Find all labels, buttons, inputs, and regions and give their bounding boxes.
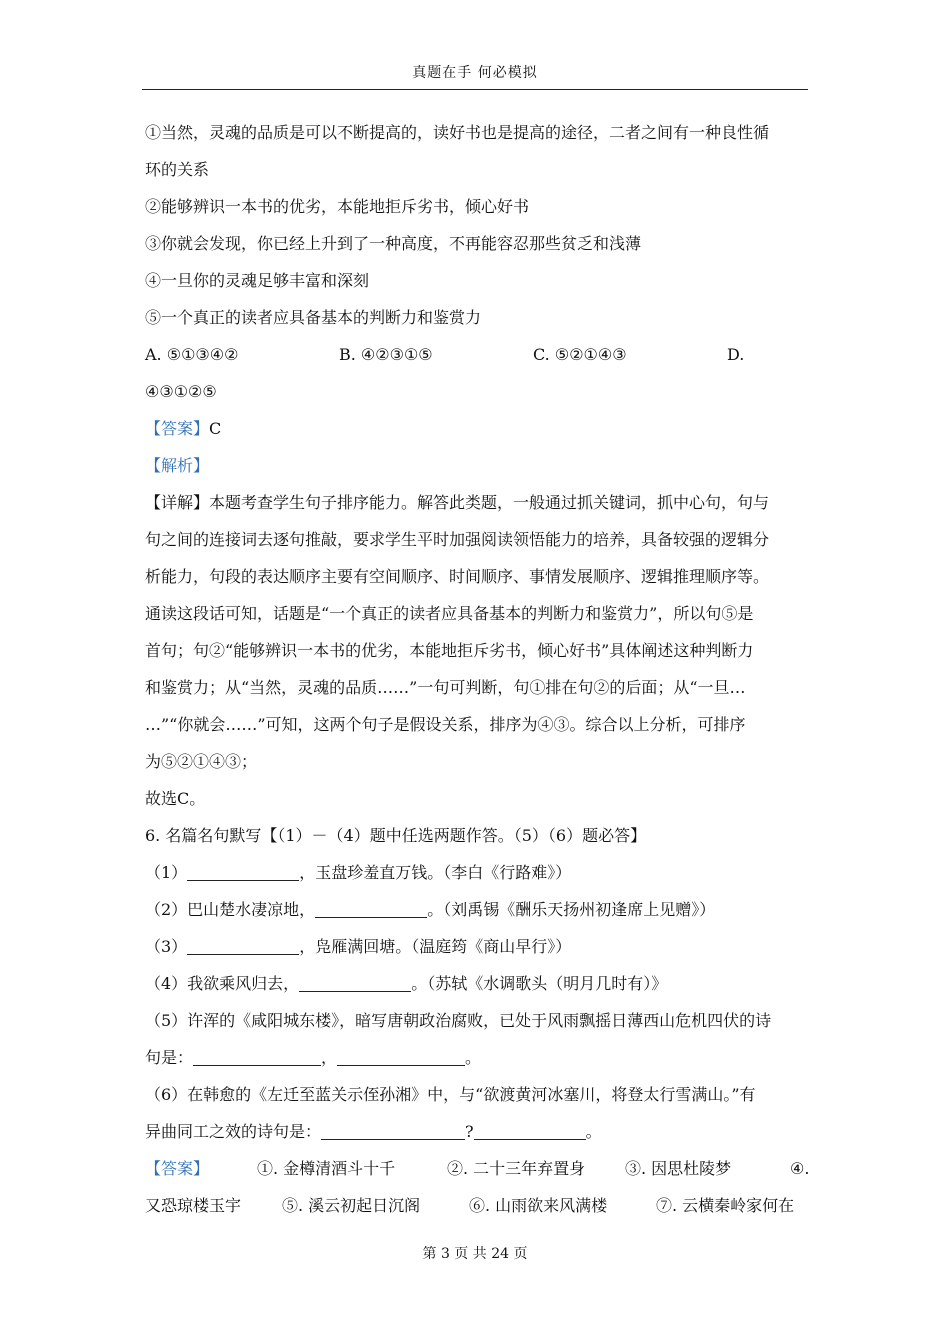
detail-line-2: 句之间的连接词去逐句推敲，要求学生平时加强阅读领悟能力的培养，具备较强的逻辑分 (145, 530, 770, 549)
analysis-tag: 【解析】 (145, 456, 210, 475)
answer-6-line-2 (145, 1191, 810, 1228)
blank (321, 1121, 465, 1140)
q6-item-3-num: （3） (145, 937, 188, 956)
page-header: 真题在手 何必模拟 (412, 65, 538, 81)
answer-item-5: ⑤. 溪云初起日沉阁 (282, 1196, 421, 1215)
blank (193, 1047, 321, 1066)
sentence-1: ①当然，灵魂的品质是可以不断提高的，读好书也是提高的途径，二者之间有一种良性循 (145, 123, 770, 142)
answer-item-4: 又恐琼楼玉宇 (145, 1196, 242, 1215)
option-b: B. ④②③①⑤ (339, 345, 433, 364)
detail-tag: 【详解】 (145, 493, 210, 512)
answer-item-7: ⑦. 云横秦岭家何在 (656, 1196, 795, 1215)
blank (187, 862, 299, 881)
answer-item-2: ②. 二十三年弃置身 (447, 1159, 586, 1178)
q6-item-4 (145, 969, 810, 1006)
blank (187, 936, 299, 955)
sentence-2: ②能够辨识一本书的优劣，本能地拒斥劣书，倾心好书 (145, 197, 530, 216)
document-body (145, 118, 810, 1228)
answer-item-1: ①. 金樽清酒斗十千 (257, 1159, 396, 1178)
detail-line-3: 析能力，句段的表达顺序主要有空间顺序、时间顺序、事情发展顺序、逻辑推理顺序等。 (145, 567, 770, 586)
option-c: C. ⑤②①④③ (533, 345, 627, 364)
q6-item-2-source: 。（刘禹锡《酬乐天扬州初逢席上见赠》） (427, 900, 716, 919)
q6-item-5-label: 句是： (145, 1048, 194, 1067)
q6-item-1-num: （1） (145, 863, 188, 882)
blank (474, 1121, 586, 1140)
header-divider (142, 89, 808, 90)
q6-item-2-text: （2）巴山楚水凄凉地， (145, 900, 316, 919)
sentence-5: ⑤一个真正的读者应具备基本的判断力和鉴赏力 (145, 308, 482, 327)
answer-tag: 【答案】 (145, 419, 210, 438)
detail-line-4: 通读这段话可知，话题是“一个真正的读者应具备基本的判断力和鉴赏力”，所以句⑤是 (145, 604, 754, 623)
answer-item-6: ⑥. 山雨欲来风满楼 (469, 1196, 608, 1215)
terminator: 。 (465, 1048, 482, 1067)
q6-item-5: （5）许浑的《咸阳城东楼》，暗写唐朝政治腐败，已处于风雨飘摇日薄西山危机四伏的诗 (145, 1011, 772, 1030)
detail-line-1 (145, 488, 810, 525)
answer-item-4-num: ④. (790, 1159, 810, 1178)
q6-item-2 (145, 895, 810, 932)
detail-line-6: 和鉴赏力；从“当然，灵魂的品质……”一句可判断，句①排在句②的后面；从“一旦… (145, 678, 746, 697)
q6-item-1-text: ，玉盘珍羞直万钱。（李白《行路难》） (299, 863, 572, 882)
answer-5 (145, 414, 810, 451)
q6-item-3 (145, 932, 810, 969)
sentence-4: ④一旦你的灵魂足够丰富和深刻 (145, 271, 370, 290)
question-6-title: 6. 名篇名句默写【（1）－（4）题中任选两题作答。（5）（6）题必答】 (145, 826, 647, 845)
answer-tag: 【答案】 (145, 1159, 210, 1178)
separator: ? (465, 1122, 474, 1141)
choice-row (145, 340, 810, 377)
detail-text-1: 本题考查学生句子排序能力。解答此类题，一般通过抓关键词，抓中心句，句与 (209, 493, 770, 512)
detail-line-7: …”“你就会……”可知，这两个句子是假设关系，排序为④③。综合以上分析，可排序 (145, 715, 746, 734)
option-a: A. ⑤①③④② (145, 345, 239, 364)
q6-item-3-text: ，凫雁满回塘。（温庭筠《商山早行》） (299, 937, 572, 956)
q6-item-5-cont (145, 1043, 810, 1080)
blank (315, 899, 427, 918)
detail-line-5: 首句；句②“能够辨识一本书的优劣，本能地拒斥劣书，倾心好书”具体阐述这种判断力 (145, 641, 754, 660)
separator: ， (321, 1048, 338, 1067)
option-d-text: ④③①②⑤ (145, 382, 217, 401)
sentence-3: ③你就会发现，你已经上升到了一种高度，不再能容忍那些贫乏和浅薄 (145, 234, 642, 253)
q6-item-4-source: 。（苏轼《水调歌头（明月几时有）》 (411, 974, 668, 993)
answer-value: C (209, 419, 222, 438)
q6-item-6-label: 异曲同工之效的诗句是： (145, 1122, 322, 1141)
q6-item-6-cont (145, 1117, 810, 1154)
option-d: D. (727, 345, 745, 364)
sentence-1-cont: 环的关系 (145, 160, 210, 179)
q6-item-1 (145, 858, 810, 895)
terminator: 。 (585, 1122, 602, 1141)
detail-line-9: 故选C。 (145, 789, 206, 808)
blank (337, 1047, 465, 1066)
answer-item-3: ③. 因思杜陵梦 (625, 1159, 732, 1178)
answer-6-line-1 (145, 1154, 810, 1191)
detail-line-8: 为⑤②①④③； (145, 752, 258, 771)
page-footer: 第 3 页 共 24 页 (422, 1246, 528, 1262)
q6-item-6: （6）在韩愈的《左迁至蓝关示侄孙湘》中，与“欲渡黄河冰塞川，将登太行雪满山。”有 (145, 1085, 756, 1104)
q6-item-4-text: （4）我欲乘风归去， (145, 974, 300, 993)
blank (299, 973, 411, 992)
